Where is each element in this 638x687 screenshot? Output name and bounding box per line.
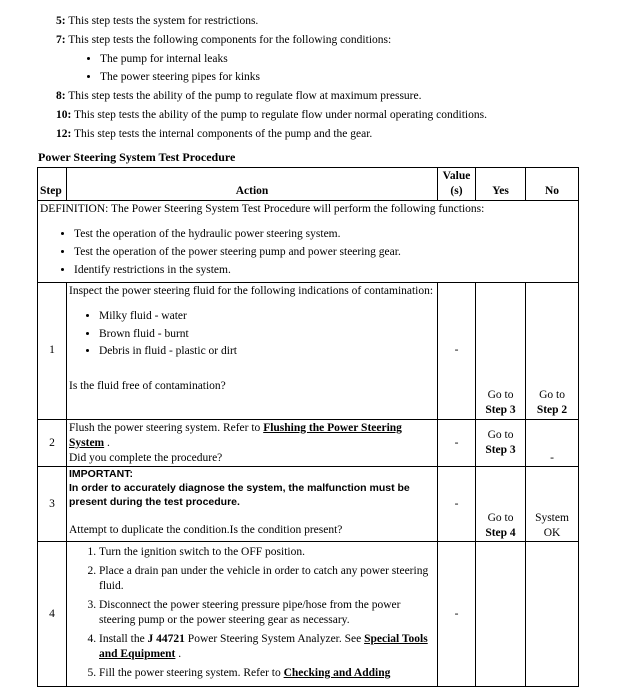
header-action: Action: [67, 168, 438, 201]
no-cell: System OK: [526, 467, 579, 542]
note-5: 5: This step tests the system for restrictions.: [56, 15, 259, 27]
header-no: No: [526, 168, 579, 201]
no-cell: -: [526, 419, 579, 467]
step-number: 1: [38, 282, 67, 419]
header-value: Value (s): [438, 168, 476, 201]
definition-bullets: [40, 227, 576, 278]
important-label: IMPORTANT:: [69, 468, 133, 481]
no-cell: [526, 542, 579, 687]
list-item: • Test the operation of the hydraulic power steering system.: [74, 227, 576, 242]
list-item: • Identify restrictions in the system.: [74, 263, 576, 278]
note-7: 7: This step tests the following components for the following conditions:: [56, 33, 392, 46]
list-item: • Brown fluid - burnt: [99, 327, 435, 342]
action-cell: [67, 467, 438, 542]
test-procedure-table: [37, 167, 579, 687]
no-cell[interactable]: Go to Step 2: [526, 282, 579, 419]
list-item: • The power steering pipes for kinks: [100, 70, 626, 85]
header-yes: Yes: [476, 168, 526, 201]
checking-adding-link[interactable]: Checking and Adding: [283, 667, 391, 679]
table-row: [38, 419, 579, 467]
step-notes: [56, 14, 626, 146]
value-cell: -: [438, 467, 476, 542]
procedure-steps: [69, 545, 435, 681]
goto-step-link[interactable]: Step 3: [485, 403, 516, 416]
note-8: 8: This step tests the ability of the pump to regulate flow at maximum pressure.: [56, 89, 422, 102]
step-number: 3: [38, 467, 67, 542]
definition-text: DEFINITION: The Power Steering System Test Procedure will perform the following functions:: [40, 202, 485, 215]
step-question: Attempt to duplicate the condition.Is the condition present?: [69, 524, 343, 537]
list-item: 5. Fill the power steering system. Refer to Checking and Adding: [99, 666, 435, 681]
yes-cell[interactable]: Go to Step 4: [476, 467, 526, 542]
definition-cell: [38, 200, 579, 282]
action-cell: Flush the power steering system. Refer to Flushing the Power Steering System . Did you complete the procedure?: [67, 419, 438, 467]
list-item: 1. Turn the ignition switch to the OFF position.: [99, 545, 435, 560]
contamination-list: [69, 309, 435, 360]
special-tools-link[interactable]: Special Tools and Equipment: [99, 633, 428, 661]
step-question: Did you complete the procedure?: [69, 451, 223, 464]
list-item: 4. Install the J 44721 Power Steering System Analyzer. See Special Tools and Equipment .: [99, 632, 435, 662]
action-cell: Inspect the power steering fluid for the following indications of contamination: • Milky fluid - water • Brown fluid - burnt • Debris in fluid - plastic or dirt Is the fluid free of contamination?: [67, 282, 438, 419]
list-item: 3. Disconnect the power steering pressure pipe/hose from the power steering pump or the power steering gear as necessary.: [99, 598, 435, 628]
list-item: • Milky fluid - water: [99, 309, 435, 324]
table-row: [38, 282, 579, 419]
step-number: 4: [38, 542, 67, 687]
list-item: 2. Place a drain pan under the vehicle in order to catch any power steering fluid.: [99, 564, 435, 594]
yes-cell: [476, 542, 526, 687]
important-text: In order to accurately diagnose the system, the malfunction must be present during the test procedure.: [69, 482, 410, 508]
note-12: 12: This step tests the internal components of the pump and the gear.: [56, 127, 373, 140]
table-row: [38, 467, 579, 542]
list-item: • Debris in fluid - plastic or dirt: [99, 344, 435, 359]
value-cell: -: [438, 542, 476, 687]
step-question: Is the fluid free of contamination?: [69, 380, 226, 393]
yes-cell[interactable]: Go to Step 3: [476, 419, 526, 467]
flushing-link[interactable]: Flushing the Power Steering System: [69, 421, 402, 449]
note-7-bullets: [56, 52, 626, 85]
action-cell: [67, 542, 438, 687]
table-row: [38, 542, 579, 687]
definition-row: [38, 200, 579, 282]
goto-step-link[interactable]: Step 2: [536, 403, 568, 416]
step-number: 2: [38, 419, 67, 467]
yes-cell[interactable]: Go to Step 3: [476, 282, 526, 419]
tool-number: J 44721: [147, 633, 185, 646]
table-header-row: [38, 168, 579, 201]
value-cell: -: [438, 419, 476, 467]
section-title: Power Steering System Test Procedure: [38, 150, 236, 164]
value-cell: -: [438, 282, 476, 419]
header-step: Step: [38, 168, 67, 201]
list-item: • Test the operation of the power steering pump and power steering gear.: [74, 245, 576, 260]
goto-step-link[interactable]: Step 4: [485, 526, 516, 539]
goto-step-link[interactable]: Step 3: [485, 444, 516, 457]
note-10: 10: This step tests the ability of the pump to regulate flow under normal operating conditions.: [56, 108, 487, 121]
list-item: • The pump for internal leaks: [100, 52, 626, 67]
